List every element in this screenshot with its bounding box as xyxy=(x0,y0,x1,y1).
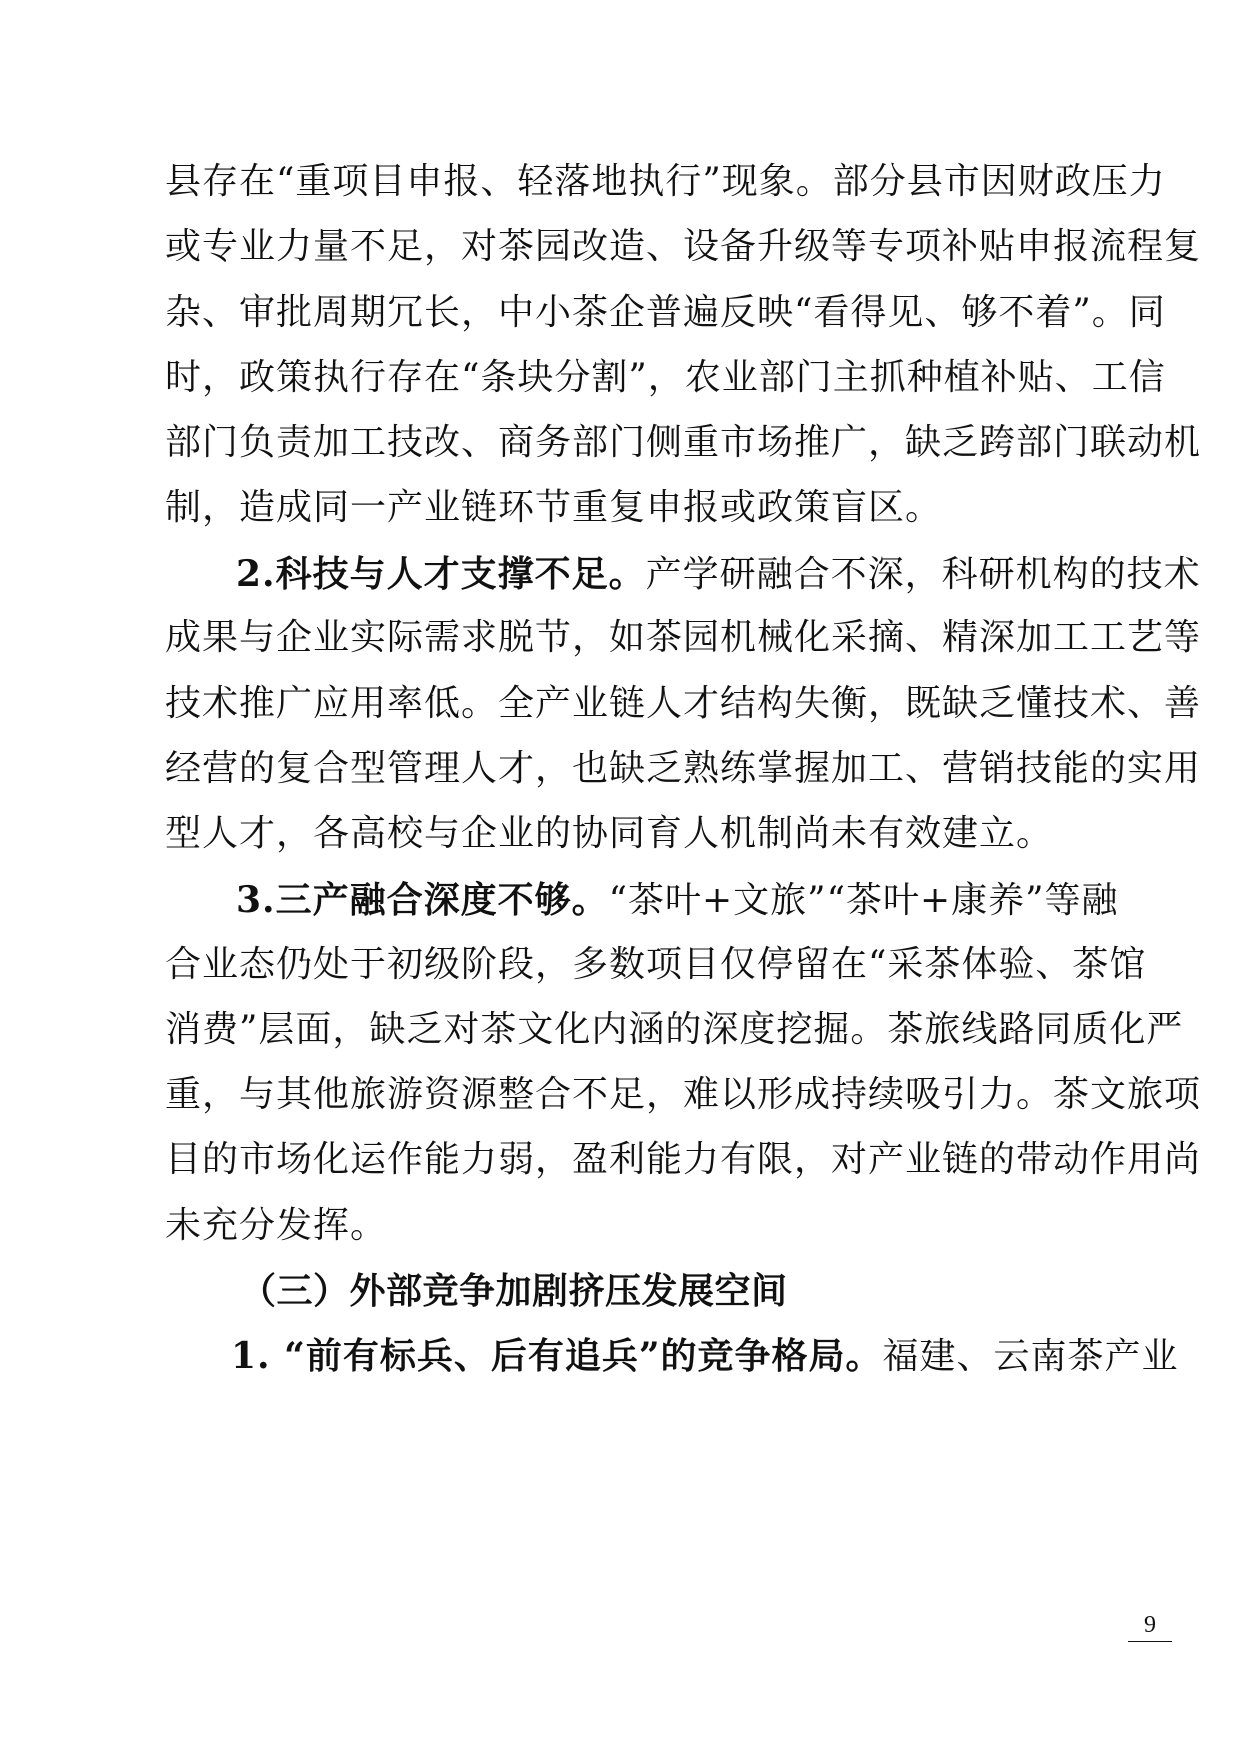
paragraph-line: 技术推广应用率低。全产业链人才结构失衡，既缺乏懂技术、善 xyxy=(165,683,1202,724)
paragraph-line: 型人才，各高校与企业的协同育人机制尚未有效建立。 xyxy=(165,813,1054,854)
paragraph-line: 或专业力量不足，对茶园改造、设备升级等专项补贴申报流程复 xyxy=(165,226,1202,267)
item-1-line xyxy=(231,1332,1179,1381)
paragraph-line: 县存在“重项目申报、轻落地执行”现象。部分县市因财政压力 xyxy=(165,161,1166,202)
section-3-first-line-text: “茶叶+文旅”“茶叶+康养”等融 xyxy=(608,880,1119,921)
item-1-heading: 1. “前有标兵、后有追兵”的竞争格局。 xyxy=(231,1335,883,1377)
paragraph-line: 合业态仍处于初级阶段，多数项目仅停留在“采茶体验、茶馆 xyxy=(165,944,1147,985)
section-2-heading: 2.科技与人才支撑不足。 xyxy=(236,553,646,595)
section-2-first-line-text: 产学研融合不深，科研机构的技术 xyxy=(645,554,1201,595)
section-3-heading: 3.三产融合深度不够。 xyxy=(236,879,609,921)
item-1-text: 福建、云南茶产业 xyxy=(882,1336,1179,1377)
page-number: 9 xyxy=(1128,1610,1172,1642)
section-3-first-line xyxy=(236,876,1119,925)
paragraph-line: 部门负责加工技改、商务部门侧重市场推广，缺乏跨部门联动机 xyxy=(165,422,1202,463)
subsection-heading: （三）外部竞争加剧挤压发展空间 xyxy=(240,1270,788,1312)
paragraph-line: 经营的复合型管理人才，也缺乏熟练掌握加工、营销技能的实用 xyxy=(165,748,1202,789)
paragraph-line: 杂、审批周期冗长，中小茶企普遍反映“看得见、够不着”。同 xyxy=(165,292,1166,333)
paragraph-line: 成果与企业实际需求脱节，如茶园机械化采摘、精深加工工艺等 xyxy=(165,617,1202,658)
paragraph-line: 目的市场化运作能力弱，盈利能力有限，对产业链的带动作用尚 xyxy=(165,1139,1202,1180)
section-2-first-line xyxy=(236,550,1201,599)
paragraph-line: 制，造成同一产业链环节重复申报或政策盲区。 xyxy=(165,487,943,528)
paragraph-line: 消费”层面，缺乏对茶文化内涵的深度挖掘。茶旅线路同质化严 xyxy=(165,1009,1184,1050)
paragraph-line: 未充分发挥。 xyxy=(165,1205,388,1246)
paragraph-line: 重，与其他旅游资源整合不足，难以形成持续吸引力。茶文旅项 xyxy=(165,1074,1202,1115)
paragraph-line: 时，政策执行存在“条块分割”，农业部门主抓种植补贴、工信 xyxy=(165,357,1166,398)
